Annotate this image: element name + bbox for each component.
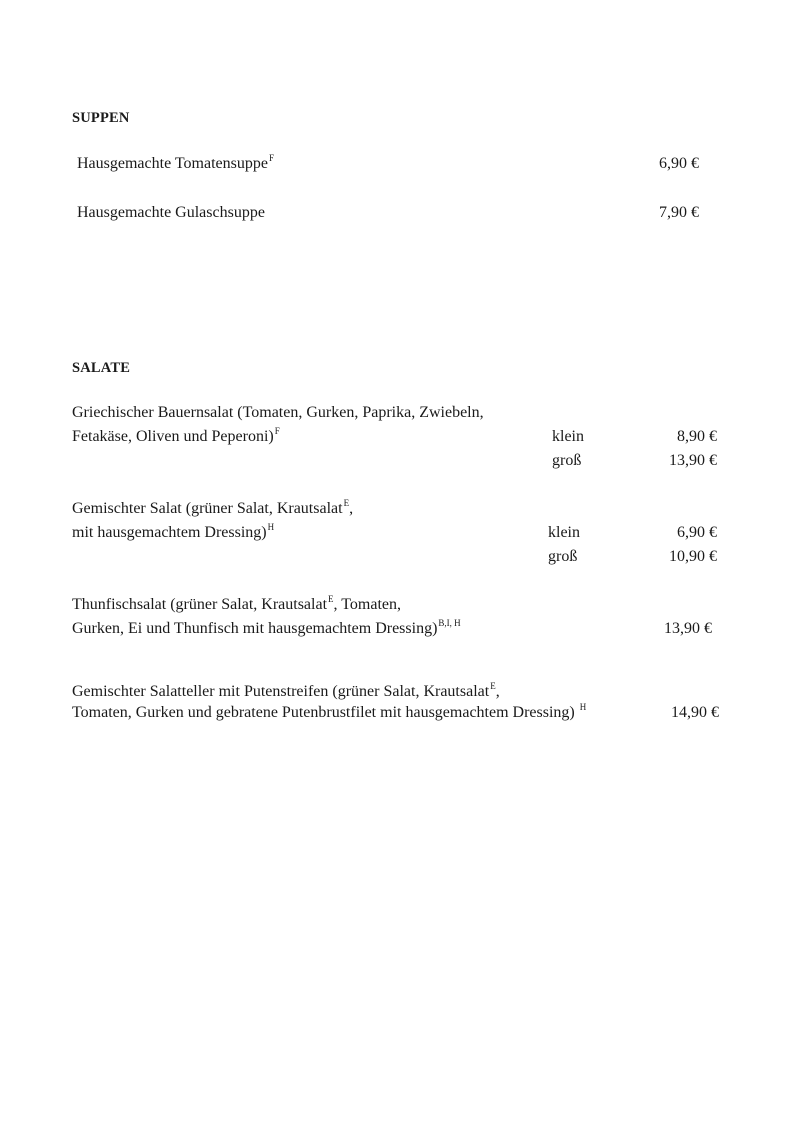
allergen-mark: H — [267, 522, 275, 532]
item-text: Gemischter Salatteller mit Putenstreifen (grüner Salat, Krautsalat — [72, 683, 490, 700]
item-description-line — [72, 498, 354, 517]
size-label: klein — [552, 428, 584, 445]
item-description-line — [72, 618, 461, 637]
item-name: Hausgemachte Tomatensuppe — [77, 155, 268, 172]
item-text: Tomaten, Gurken und gebratene Putenbrustfilet mit hausgemachtem Dressing) — [72, 704, 575, 721]
item-description-line — [72, 426, 280, 445]
item-text: , — [349, 500, 354, 517]
item-name: Hausgemachte Gulaschsuppe — [77, 204, 265, 221]
allergen-mark: F — [274, 426, 280, 436]
item-price: 10,90 € — [669, 548, 717, 565]
item-price: 13,90 € — [669, 452, 717, 469]
item-text: Gurken, Ei und Thunfisch mit hausgemachtem Dressing) — [72, 620, 438, 637]
item-text: mit hausgemachtem Dressing) — [72, 524, 267, 541]
menu-item-gulaschsuppe — [77, 205, 265, 221]
item-text: , Tomaten, — [333, 596, 401, 613]
section-heading-salate: SALATE — [72, 360, 131, 376]
item-text: Thunfischsalat (grüner Salat, Krautsalat — [72, 596, 328, 613]
item-price: 6,90 € — [659, 155, 699, 172]
item-text: , — [495, 683, 500, 700]
item-description-line — [72, 522, 275, 541]
allergen-mark: E — [328, 594, 334, 604]
item-description-line: Griechischer Bauernsalat (Tomaten, Gurken, Paprika, Zwiebeln, — [72, 404, 484, 421]
item-text: Gemischter Salat (grüner Salat, Krautsalat — [72, 500, 343, 517]
item-price: 14,90 € — [671, 704, 719, 721]
item-price: 8,90 € — [677, 428, 717, 445]
item-price: 7,90 € — [659, 204, 699, 221]
item-price: 6,90 € — [677, 524, 717, 541]
allergen-mark: E — [343, 498, 350, 508]
allergen-mark: H — [579, 702, 587, 712]
item-text: Fetakäse, Oliven und Peperoni) — [72, 428, 274, 445]
item-description-line — [72, 702, 587, 721]
menu-item-tomatensuppe — [77, 153, 274, 172]
size-label: groß — [552, 452, 582, 469]
allergen-mark: E — [490, 681, 496, 691]
allergen-mark: F — [268, 153, 274, 163]
item-price: 13,90 € — [664, 620, 712, 637]
item-description-line — [72, 594, 401, 613]
size-label: groß — [548, 548, 578, 565]
section-heading-suppen: SUPPEN — [72, 110, 130, 126]
allergen-mark: B,I, H — [438, 618, 461, 628]
item-description-line — [72, 681, 500, 700]
size-label: klein — [548, 524, 580, 541]
